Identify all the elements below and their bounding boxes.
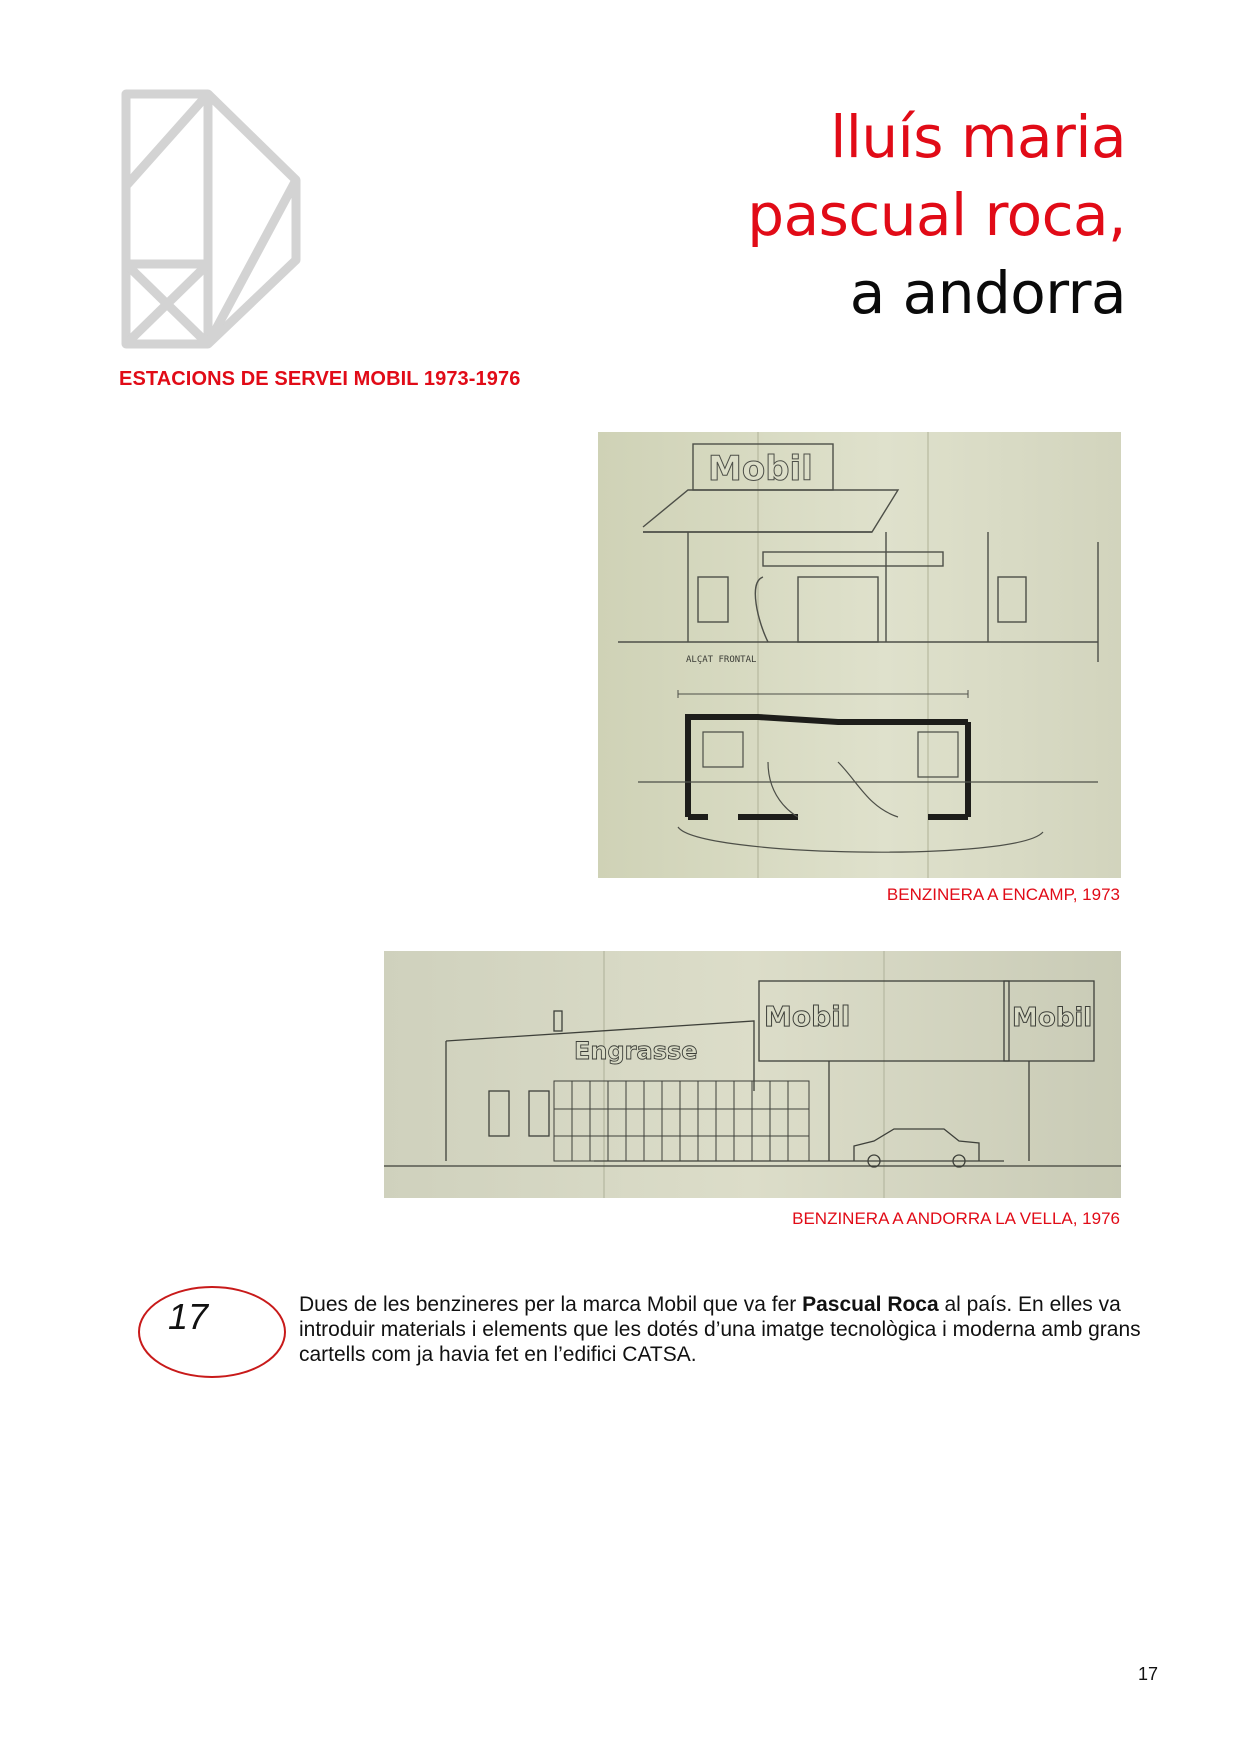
encamp-sign-text: Mobil	[708, 449, 813, 489]
title-line-1: lluís maria	[830, 103, 1126, 171]
drawing-label: ALÇAT FRONTAL	[686, 655, 757, 665]
title-line-3: a andorra	[849, 259, 1126, 327]
page-number: 17	[1138, 1664, 1159, 1684]
note-number-ellipse	[136, 1284, 288, 1380]
note-text-bold: Pascual Roca	[802, 1293, 939, 1316]
page-title	[747, 98, 1126, 332]
andorra-facade-text: Engrasse	[574, 1037, 698, 1065]
andorra-sign-text-2: Mobil	[1012, 1003, 1093, 1033]
encamp-blueprint-image	[598, 432, 1121, 878]
note-text-start: Dues de les benzineres per la marca Mobil que va fer	[299, 1293, 803, 1316]
note-text	[299, 1292, 1169, 1367]
section-label: ESTACIONS DE SERVEI MOBIL 1973-1976	[119, 368, 521, 390]
figure-caption-encamp: BENZINERA A ENCAMP, 1973	[886, 885, 1120, 904]
andorra-sign-text-1: Mobil	[764, 1000, 851, 1033]
logo-icon	[120, 88, 315, 350]
andorra-la-vella-blueprint-image	[384, 951, 1121, 1198]
note-text-end: al país. En elles va introduir materials i elements que les dotés d’una imatge tecnològica i moderna amb grans cartells com ja havia fet en l’edifici CATSA.	[299, 1293, 1141, 1366]
note-number: 17	[168, 1296, 209, 1337]
figure-caption-andorra-la-vella: BENZINERA A ANDORRA LA VELLA, 1976	[792, 1209, 1120, 1228]
title-line-2: pascual roca,	[747, 181, 1126, 249]
